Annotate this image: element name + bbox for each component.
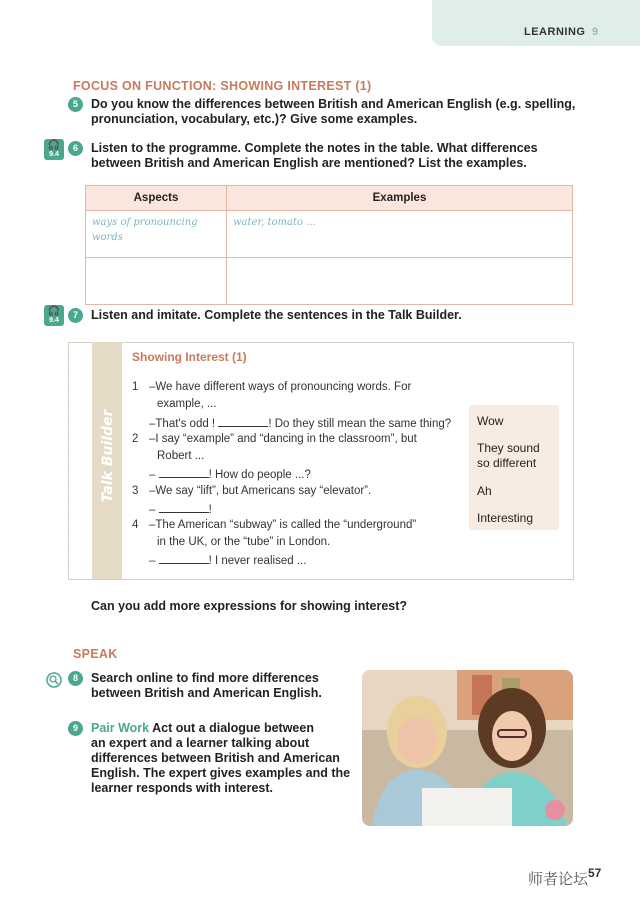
answer-blank[interactable]: [159, 501, 209, 513]
table-row: [86, 258, 573, 305]
talk-builder-side-label: Talk Builder: [92, 342, 122, 579]
talk-line-text: –I say “example” and “dancing in the classroom”, but: [149, 433, 417, 445]
talk-line-number: 3: [132, 485, 139, 497]
question-number-7: 7: [68, 308, 83, 323]
focus-section-title: FOCUS ON FUNCTION: SHOWING INTEREST (1): [73, 79, 372, 93]
search-online-icon: [45, 671, 63, 689]
page-number: 57: [588, 866, 602, 880]
notes-table: [85, 185, 573, 305]
talk-line-text: –We have different ways of pronouncing words. For: [149, 381, 412, 393]
question-7-text: Listen and imitate. Complete the sentences in the Talk Builder.: [91, 308, 462, 322]
chapter-label: LEARNING: [524, 26, 586, 38]
talk-line-number: 4: [132, 519, 139, 531]
talk-line-text: example, ...: [157, 398, 217, 410]
aspect-cell[interactable]: ways of pronouncing words: [86, 211, 227, 258]
question-number-8: 8: [68, 671, 83, 686]
talk-line-text: –We say “lift”, but Americans say “elevator”.: [149, 485, 372, 497]
option-wow: Wow: [477, 414, 504, 428]
question-number-9: 9: [68, 721, 83, 736]
option-so-different: so different: [477, 456, 537, 470]
talk-line-text: –The American “subway” is called the “underground”: [149, 519, 417, 531]
answer-blank[interactable]: [159, 552, 209, 564]
talk-line-response: – ! I never realised ...: [149, 552, 306, 568]
answer-blank[interactable]: [159, 466, 209, 478]
example-cell[interactable]: [227, 258, 573, 305]
table-header-examples: Examples: [227, 186, 573, 211]
option-they-sound: They sound: [477, 441, 540, 455]
question-5-text: Do you know the differences between British and American English (e.g. spelling, pronunciation, vocabulary, etc.)? Give some examples.: [91, 97, 576, 126]
question-number-5: 5: [68, 97, 83, 112]
students-photo: [362, 670, 573, 826]
talk-line-number: 2: [132, 433, 139, 445]
question-6-text: Listen to the programme. Complete the notes in the table. What differences between British and American English are mentioned? List the examples.: [91, 141, 538, 170]
talk-line-number: 1: [132, 381, 139, 393]
chapter-tab: [432, 0, 640, 46]
table-header-aspects: Aspects: [86, 186, 227, 211]
table-row: [86, 211, 573, 258]
follow-up-question: Can you add more expressions for showing interest?: [91, 599, 408, 613]
question-8-text: Search online to find more differences between British and American English.: [91, 671, 322, 700]
pair-work-label: Pair Work: [91, 721, 150, 735]
talk-builder-title: Showing Interest (1): [132, 350, 247, 364]
talk-line-text: in the UK, or the “tube” in London.: [157, 536, 331, 548]
chapter-number: 9: [592, 26, 599, 38]
aspect-cell[interactable]: [86, 258, 227, 305]
watermark: 师者论坛: [528, 871, 589, 888]
question-number-6: 6: [68, 141, 83, 156]
audio-track-icon[interactable]: 🎧 9.4: [44, 305, 64, 326]
option-interesting: Interesting: [477, 511, 534, 525]
talk-line-response: – ! How do people ...?: [149, 466, 311, 482]
speak-section-title: SPEAK: [73, 647, 118, 661]
question-9-text: Pair Work Act out a dialogue between an expert and a learner talking about differences between British and American English. The expert gives examples and the learner responds with interest.: [91, 721, 351, 795]
scallop-edge: [60, 348, 74, 574]
option-ah: Ah: [477, 484, 492, 498]
talk-line-response: – !: [149, 501, 212, 517]
talk-line-response: –That's odd ! ! Do they still mean the same thing?: [149, 415, 451, 431]
audio-track-icon[interactable]: 🎧 9.4: [44, 139, 64, 160]
talk-line-text: Robert ...: [157, 450, 205, 462]
answer-blank[interactable]: [218, 415, 268, 427]
example-cell[interactable]: water, tomato ...: [227, 211, 573, 258]
